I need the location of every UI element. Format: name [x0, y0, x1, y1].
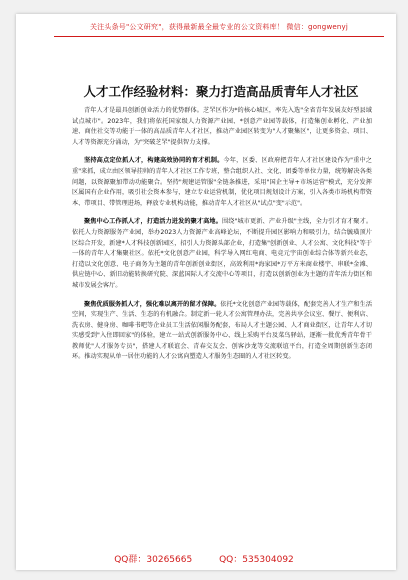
paragraph — [72, 106, 372, 148]
qq-label: QQ：535304092 — [219, 555, 294, 565]
paragraph — [72, 300, 372, 364]
paragraph — [72, 217, 372, 291]
promo-banner: 关注头条号"公文研究"，获得最新最全最专业的公文资料库！ 微信：gongwenyj — [89, 23, 349, 31]
paragraph-text: 围绕"城市更新、产业升级"主线，全力引才育才聚才。依托人力资源服务产业园，举办2023人力资源产业高峰论坛，不断提升园区影响力和吸引力，结合毓璜顶片区综合开发，新建*人才科技创新园区，招引人力资源头部企业，打造集"创新创业、人才公寓、文化科技"等于一体的青年人才集聚社区。依托*文化创意产业园，科学导入网红电商、电竞元宇宙创业综合体等新兴业态，打造以文化创意、电子商务为主题的青年创新创业街区，高效利用*海家园*万平方米商业楼宇、串联*金滩、供应链中心、新旧动能转换研究院、深蓝国际人才交流中心等项目，打造以创新创业为主题的青年活力街区和城市发展会客厅。 — [72, 218, 373, 289]
paragraph-lead: 聚焦优质服务抓人才，强化难以离开的留才保障。 — [84, 300, 221, 308]
promo-divider — [54, 36, 384, 37]
document-body — [72, 106, 372, 371]
document-title: 人才工作经验材料：聚力打造高品质青年人才社区 — [83, 84, 359, 99]
document-page — [16, 14, 396, 570]
qq-group-label: QQ群：30265665 — [114, 555, 193, 565]
contact-footer — [0, 552, 408, 565]
paragraph-lead: 聚焦中心工作抓人才，打造活力迸发的聚才高地。 — [84, 218, 222, 226]
paragraph-lead: 坚持高点定位抓人才，构建高效协同的育才机制。 — [84, 157, 224, 165]
paragraph-text: 今年，区委、区政府把青年人才社区建设作为"重中之重"来抓，成立由区领导挂帅的青年人才社区工作专班，整合组织人社、文化、团委等单位力量，统筹解决各类问题，以资源聚加带动功能聚合。坚持"规建运管服"全链条推进，采用"国企主导+市场运营"模式，充分发挥区属国有企业作用，吸引社会资本参与，建立专业运营机制，优化项目规划设计方案，引入各类市场机构带资本、带项目、带管理进场，释放专业机构动能，推动青年人才社区从"试点"变"示范"。 — [72, 157, 372, 207]
paragraph-text: 依托*文化创意产业园等载体，配套完善人才生产和生活空间，实现生产、生活、生态的有机融合。制定新一轮人才公寓管理办法，完善共享会议室、餐厅、便利店、洗衣房、健身房、咖啡书吧等企业员工生活依闲服务配套，布局人才主题公园、人才商业街区，让青年人才切实感受到"入住即回家"的体验，建立一站式创新服务中心、线上采购平台及菜鸟驿站，逐渐一批优秀青年骨干教师优"人才服务专员"，搭建人才联谊会、青春交友会、创客沙龙等交流联谊平台，打造全周期创新生态闭环。推动实现从单一居住功能的人才公寓向塑造人才服务生态圈的人才社区转变。 — [72, 300, 373, 361]
paragraph — [72, 156, 372, 209]
paragraph-text: 青年人才是最具创新创业活力的优势群体。芝罘区作为*的核心城区，率先入选"全省青年发展友好型县域试点城市"。2023年，我们将依托国家级人力资源产业园、*创意产业园等载体，打造集创业孵化、产业加速、商住社交等功能于一体的高品质青年人才社区，推动产业园区转变为"人才聚集区"，让更多资金、项目、人才等资源充分涌动，为"突破芝罘"提供智力支撑。 — [72, 107, 372, 146]
